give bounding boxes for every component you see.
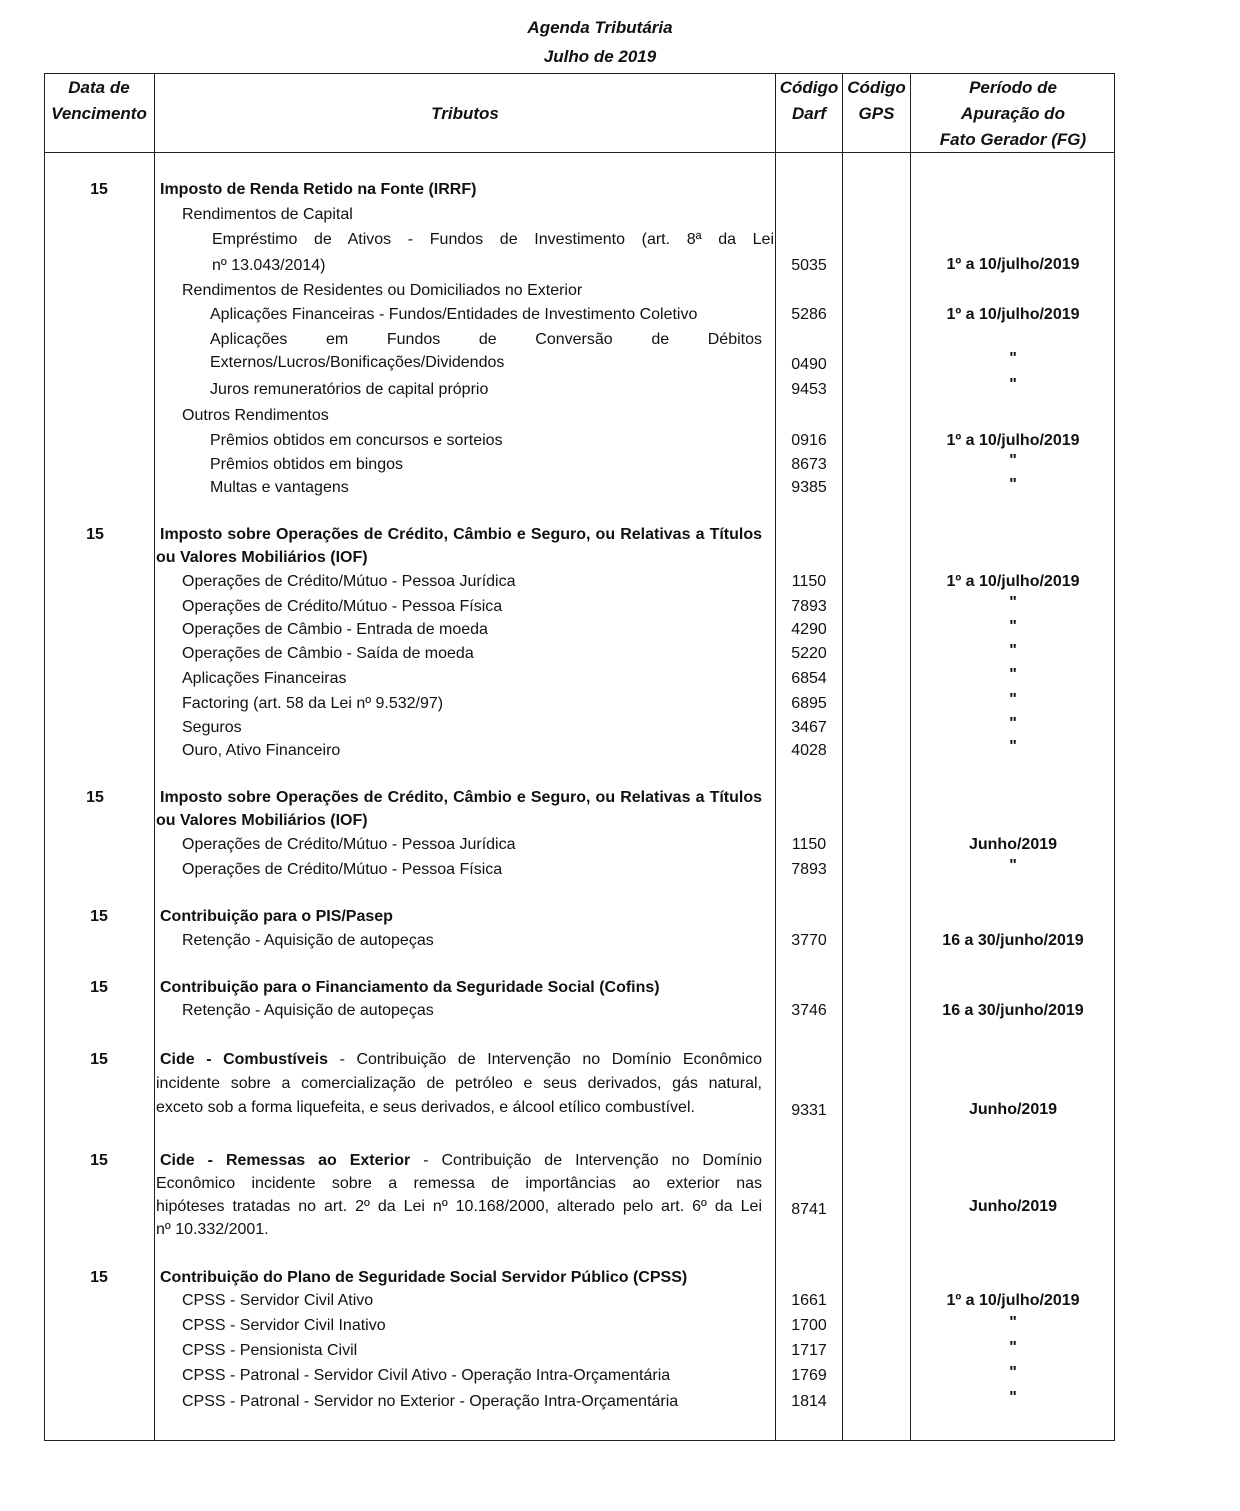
page-title: Agenda Tributária xyxy=(527,18,673,37)
tax-item: Factoring (art. 58 da Lei nº 9.532/97) xyxy=(182,695,444,712)
period: 1º a 10/julho/2019 xyxy=(946,256,1080,273)
tax-item: Retenção - Aquisição de autopeças xyxy=(182,932,434,949)
period-ditto: " xyxy=(1009,1314,1017,1331)
tax-description: nº 10.332/2001. xyxy=(156,1221,269,1238)
due-date: 15 xyxy=(86,526,104,543)
period: 1º a 10/julho/2019 xyxy=(946,1292,1080,1309)
tax-title: Contribuição para o PIS/Pasep xyxy=(160,908,393,925)
tax-item: Operações de Câmbio - Saída de moeda xyxy=(182,645,474,662)
due-date: 15 xyxy=(90,1269,108,1286)
period-ditto: " xyxy=(1009,738,1017,755)
tax-item: Aplicações em Fundos de Conversão de Débitos xyxy=(210,331,762,348)
tax-title: Imposto de Renda Retido na Fonte (IRRF) xyxy=(160,181,477,198)
darf-code: 1700 xyxy=(791,1317,827,1334)
tax-title: ou Valores Mobiliários (IOF) xyxy=(156,549,368,566)
period-ditto: " xyxy=(1009,1389,1017,1406)
header-darf: Código Darf xyxy=(779,78,839,123)
darf-code: 5286 xyxy=(791,306,827,323)
tax-item: Juros remuneratórios de capital próprio xyxy=(210,381,489,398)
period: 16 a 30/junho/2019 xyxy=(942,932,1084,949)
darf-code: 6854 xyxy=(791,670,827,687)
period: Junho/2019 xyxy=(968,836,1058,853)
tax-item: Operações de Crédito/Mútuo - Pessoa Física xyxy=(182,861,503,878)
tax-item: Multas e vantagens xyxy=(210,479,349,496)
header-date: Data de Vencimento xyxy=(51,78,147,123)
period-ditto: " xyxy=(1009,376,1017,393)
darf-code: 7893 xyxy=(791,598,827,615)
period-ditto: " xyxy=(1009,452,1017,469)
darf-code: 9453 xyxy=(791,381,827,398)
tax-subgroup: Rendimentos de Capital xyxy=(182,206,353,223)
period-ditto: " xyxy=(1009,1339,1017,1356)
period: 1º a 10/julho/2019 xyxy=(946,432,1080,449)
darf-code: 8673 xyxy=(791,456,827,473)
period: 1º a 10/julho/2019 xyxy=(946,573,1080,590)
darf-code: 0490 xyxy=(791,356,827,373)
period-ditto: " xyxy=(1009,350,1017,367)
tax-description: Econômico incidente sobre a remessa de importâncias ao exterior nas xyxy=(156,1175,762,1192)
tax-title: Contribuição do Plano de Seguridade Social Servidor Público (CPSS) xyxy=(160,1269,688,1286)
period: Junho/2019 xyxy=(968,1198,1058,1215)
tax-item: Prêmios obtidos em concursos e sorteios xyxy=(210,432,503,449)
period-ditto: " xyxy=(1009,476,1017,493)
tax-item: Ouro, Ativo Financeiro xyxy=(182,742,341,759)
tax-item: Empréstimo de Ativos - Fundos de Investimento (art. 8ª da Lei xyxy=(212,231,774,248)
darf-code: 0916 xyxy=(791,432,827,449)
tax-title: Imposto sobre Operações de Crédito, Câmbio e Seguro, ou Relativas a Títulos xyxy=(160,789,762,806)
tax-subgroup: Outros Rendimentos xyxy=(182,407,329,424)
tax-item: Operações de Câmbio - Entrada de moeda xyxy=(182,621,488,638)
tax-description: hipóteses tratadas no art. 2º da Lei nº 10.168/2000, alterado pelo art. 6º da Lei xyxy=(156,1198,762,1215)
due-date: 15 xyxy=(86,789,104,806)
period-ditto: " xyxy=(1009,691,1017,708)
darf-code: 8741 xyxy=(791,1201,827,1218)
darf-code: 1814 xyxy=(791,1393,827,1410)
period-ditto: " xyxy=(1009,642,1017,659)
darf-code: 9331 xyxy=(791,1102,827,1119)
darf-code: 9385 xyxy=(791,479,827,496)
period-ditto: " xyxy=(1009,594,1017,611)
tax-item: CPSS - Patronal - Servidor Civil Ativo - Operação Intra-Orçamentária xyxy=(182,1367,671,1384)
darf-code: 1150 xyxy=(791,573,827,590)
darf-code: 4290 xyxy=(791,621,827,638)
darf-code: 1661 xyxy=(791,1292,827,1309)
tax-item: CPSS - Servidor Civil Inativo xyxy=(182,1317,386,1334)
page-subtitle: Julho de 2019 xyxy=(543,47,657,66)
tax-title: Imposto sobre Operações de Crédito, Câmbio e Seguro, ou Relativas a Títulos xyxy=(160,526,762,543)
period: 16 a 30/junho/2019 xyxy=(942,1002,1084,1019)
darf-code: 7893 xyxy=(791,861,827,878)
darf-code: 3467 xyxy=(791,719,827,736)
header-periodo: Período de Apuração do Fato Gerador (FG) xyxy=(939,78,1087,149)
tax-item: Operações de Crédito/Mútuo - Pessoa Jurídica xyxy=(182,836,516,853)
period: 1º a 10/julho/2019 xyxy=(946,306,1080,323)
darf-code: 1769 xyxy=(791,1367,827,1384)
due-date: 15 xyxy=(90,1051,108,1068)
period-ditto: " xyxy=(1009,715,1017,732)
darf-code: 6895 xyxy=(791,695,827,712)
tax-item: Seguros xyxy=(182,719,242,736)
darf-code: 1150 xyxy=(791,836,827,853)
period: Junho/2019 xyxy=(968,1101,1058,1118)
column-divider xyxy=(154,73,155,1441)
tax-description: incidente sobre a comercialização de petróleo e seus derivados, gás natural, xyxy=(156,1075,762,1092)
tax-item: CPSS - Pensionista Civil xyxy=(182,1342,358,1359)
tax-item: Externos/Lucros/Bonificações/Dividendos xyxy=(210,354,505,371)
header-gps: Código GPS xyxy=(847,78,906,123)
due-date: 15 xyxy=(90,181,108,198)
tax-title: Cide - Remessas ao Exterior xyxy=(160,1152,411,1169)
darf-code: 3770 xyxy=(791,932,827,949)
period-ditto: " xyxy=(1009,1364,1017,1381)
tax-title: Cide - Combustíveis xyxy=(160,1051,329,1068)
due-date: 15 xyxy=(90,1152,108,1169)
tax-title: Contribuição para o Financiamento da Seguridade Social (Cofins) xyxy=(160,979,660,996)
tax-item: Prêmios obtidos em bingos xyxy=(210,456,403,473)
tax-item: Aplicações Financeiras - Fundos/Entidades de Investimento Coletivo xyxy=(210,306,698,323)
period-ditto: " xyxy=(1009,618,1017,635)
tax-item: nº 13.043/2014) xyxy=(212,257,326,274)
darf-code: 3746 xyxy=(791,1002,827,1019)
tax-title: ou Valores Mobiliários (IOF) xyxy=(156,812,368,829)
column-divider xyxy=(910,73,911,1441)
darf-code: 5035 xyxy=(791,257,827,274)
tax-item: CPSS - Servidor Civil Ativo xyxy=(182,1292,374,1309)
period-ditto: " xyxy=(1009,857,1017,874)
due-date: 15 xyxy=(90,908,108,925)
tax-item: Operações de Crédito/Mútuo - Pessoa Jurídica xyxy=(182,573,516,590)
column-divider xyxy=(842,73,843,1441)
tax-description: Cide - Remessas ao Exterior - Contribuição de Intervenção no Domínio xyxy=(160,1152,763,1169)
darf-code: 5220 xyxy=(791,645,827,662)
darf-code: 4028 xyxy=(791,742,827,759)
due-date: 15 xyxy=(90,979,108,996)
tax-item: Retenção - Aquisição de autopeças xyxy=(182,1002,434,1019)
period-ditto: " xyxy=(1009,666,1017,683)
header-tributos: Tributos xyxy=(431,104,499,123)
tax-subgroup: Rendimentos de Residentes ou Domiciliados no Exterior xyxy=(182,282,583,299)
tax-item: Aplicações Financeiras xyxy=(182,670,347,687)
darf-code: 1717 xyxy=(791,1342,827,1359)
tax-item: CPSS - Patronal - Servidor no Exterior - Operação Intra-Orçamentária xyxy=(182,1393,679,1410)
tax-description: Cide - Combustíveis - Contribuição de Intervenção no Domínio Econômico xyxy=(160,1051,762,1068)
tax-description: exceto sob a forma liquefeita, e seus derivados, e álcool etílico combustível. xyxy=(156,1099,695,1116)
tax-item: Operações de Crédito/Mútuo - Pessoa Física xyxy=(182,598,503,615)
